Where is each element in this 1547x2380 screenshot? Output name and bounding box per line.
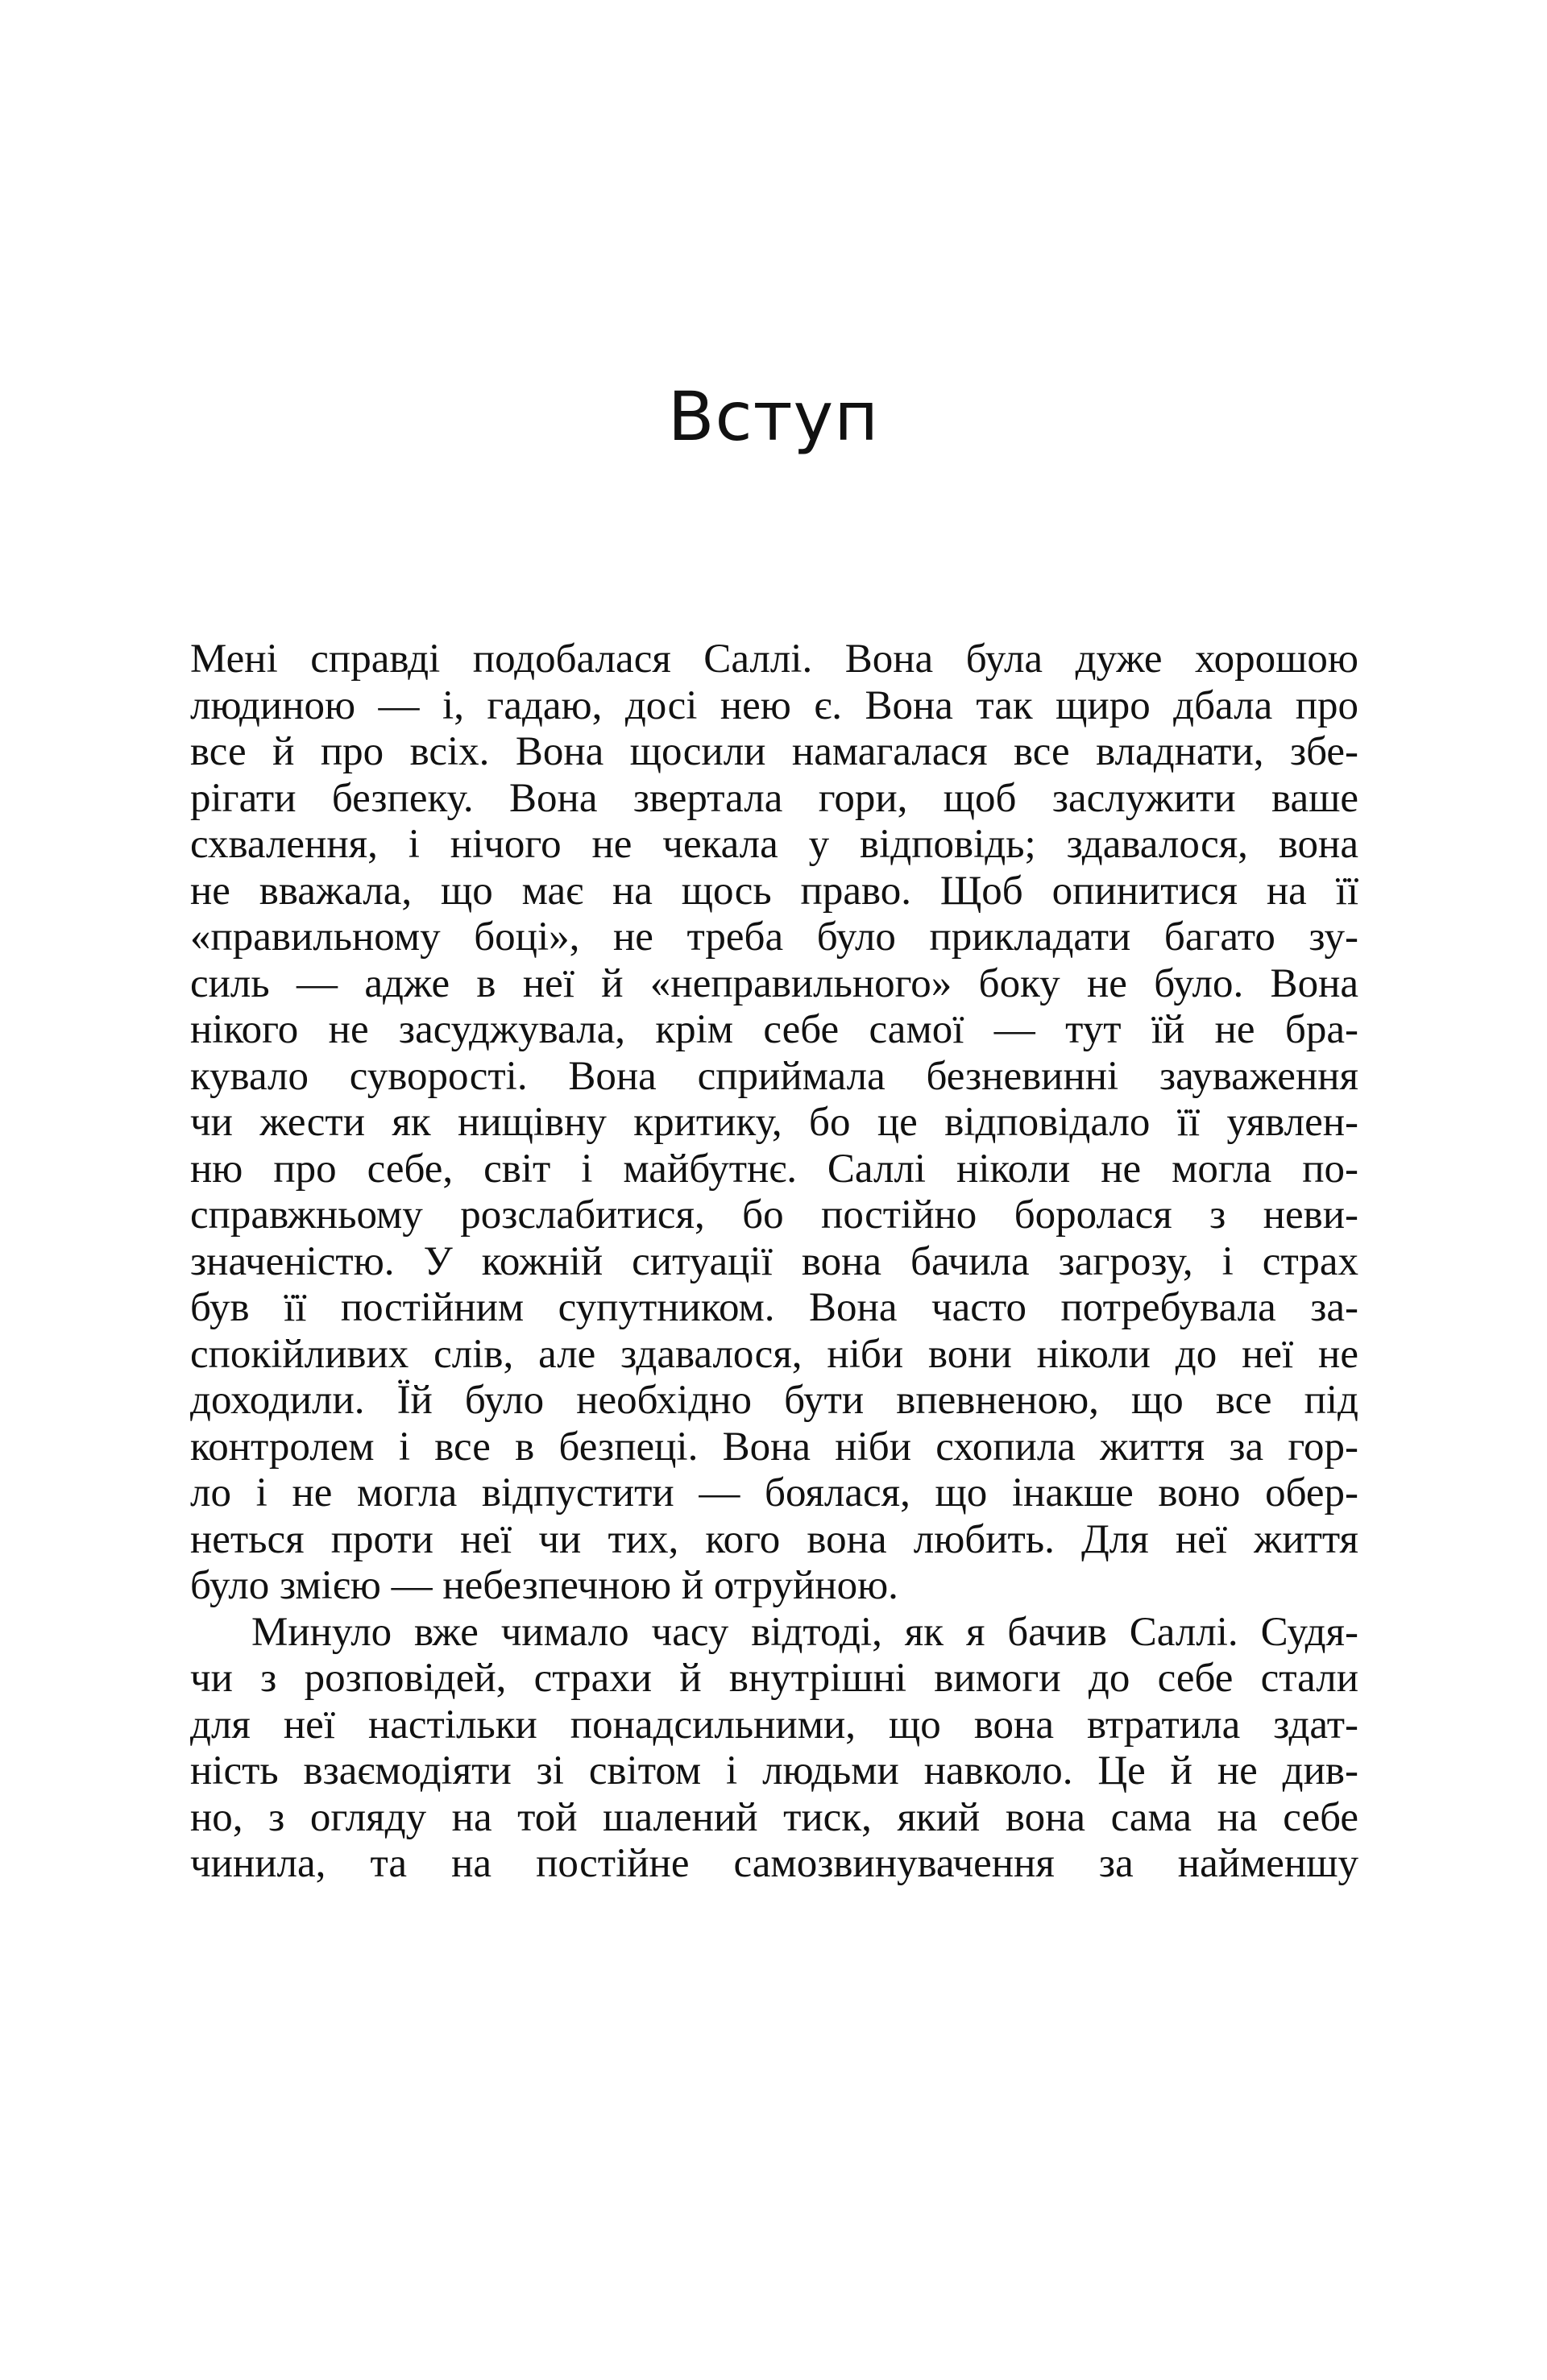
paragraph-2 (190, 1610, 1358, 1888)
text-line: доходили. Їй було необхідно бути впевненою, що все під (190, 1378, 1358, 1423)
text-line: неться проти неї чи тих, кого вона любить. Для неї життя (190, 1516, 1358, 1562)
paragraph-1 (190, 636, 1358, 1610)
text-line: не вважала, що має на щось право. Щоб опинитися на її (190, 868, 1358, 914)
text-line: спокійливих слів, але здавалося, ніби вони ніколи до неї не (190, 1331, 1358, 1377)
text-line: силь — адже в неї й «неправильного» боку не було. Вона (190, 960, 1358, 1006)
text-line: кувало суворості. Вона сприймала безневинні зауваження (190, 1053, 1358, 1099)
text-line: Мені справді подобалася Саллі. Вона була дуже хорошою (190, 636, 1358, 682)
chapter-body (190, 636, 1358, 1888)
text-line: контролем і все в безпеці. Вона ніби схопила життя за гор- (190, 1424, 1358, 1470)
text-line: чи з розповідей, страхи й внутрішні вимоги до себе стали (190, 1656, 1358, 1701)
text-line: но, з огляду на той шалений тиск, який вона сама на себе (190, 1794, 1358, 1840)
text-line: для неї настільки понадсильними, що вона втратила здат- (190, 1702, 1358, 1748)
text-line: схвалення, і нічого не чекала у відповідь; здавалося, вона (190, 822, 1358, 867)
text-line: був її постійним супутником. Вона часто потребувала за- (190, 1285, 1358, 1330)
text-line: Минуло вже чимало часу відтоді, як я бачив Саллі. Судя- (251, 1609, 1358, 1655)
text-line: справжньому розслабитися, бо постійно боролася з неви- (190, 1192, 1358, 1238)
text-line: людиною — і, гадаю, досі нею є. Вона так щиро дбала про (190, 682, 1358, 728)
text-line: рігати безпеку. Вона звертала гори, щоб заслужити ваше (190, 775, 1358, 821)
text-line: «правильному боці», не треба було прикладати багато зу- (190, 914, 1358, 960)
chapter-title: Вступ (667, 377, 880, 456)
text-line: чинила, та на постійне самозвинувачення за найменшу (190, 1841, 1358, 1886)
text-line: чи жести як нищівну критику, бо це відповідало її уявлен- (190, 1100, 1358, 1145)
text-line: ню про себе, світ і майбутнє. Саллі ніколи не могла по- (190, 1146, 1358, 1192)
text-line: нікого не засуджувала, крім себе самої — тут їй не бра- (190, 1007, 1358, 1052)
text-line: ло і не могла відпустити — боялася, що інакше воно обер- (190, 1470, 1358, 1515)
text-line: було змією — небезпечною й отруйною. (190, 1563, 898, 1608)
text-line: значеністю. У кожній ситуації вона бачила загрозу, і страх (190, 1238, 1358, 1284)
text-line: ність взаємодіяти зі світом і людьми навколо. Це й не див- (190, 1748, 1358, 1793)
text-line: все й про всіх. Вона щосили намагалася все владнати, збе- (190, 729, 1358, 774)
